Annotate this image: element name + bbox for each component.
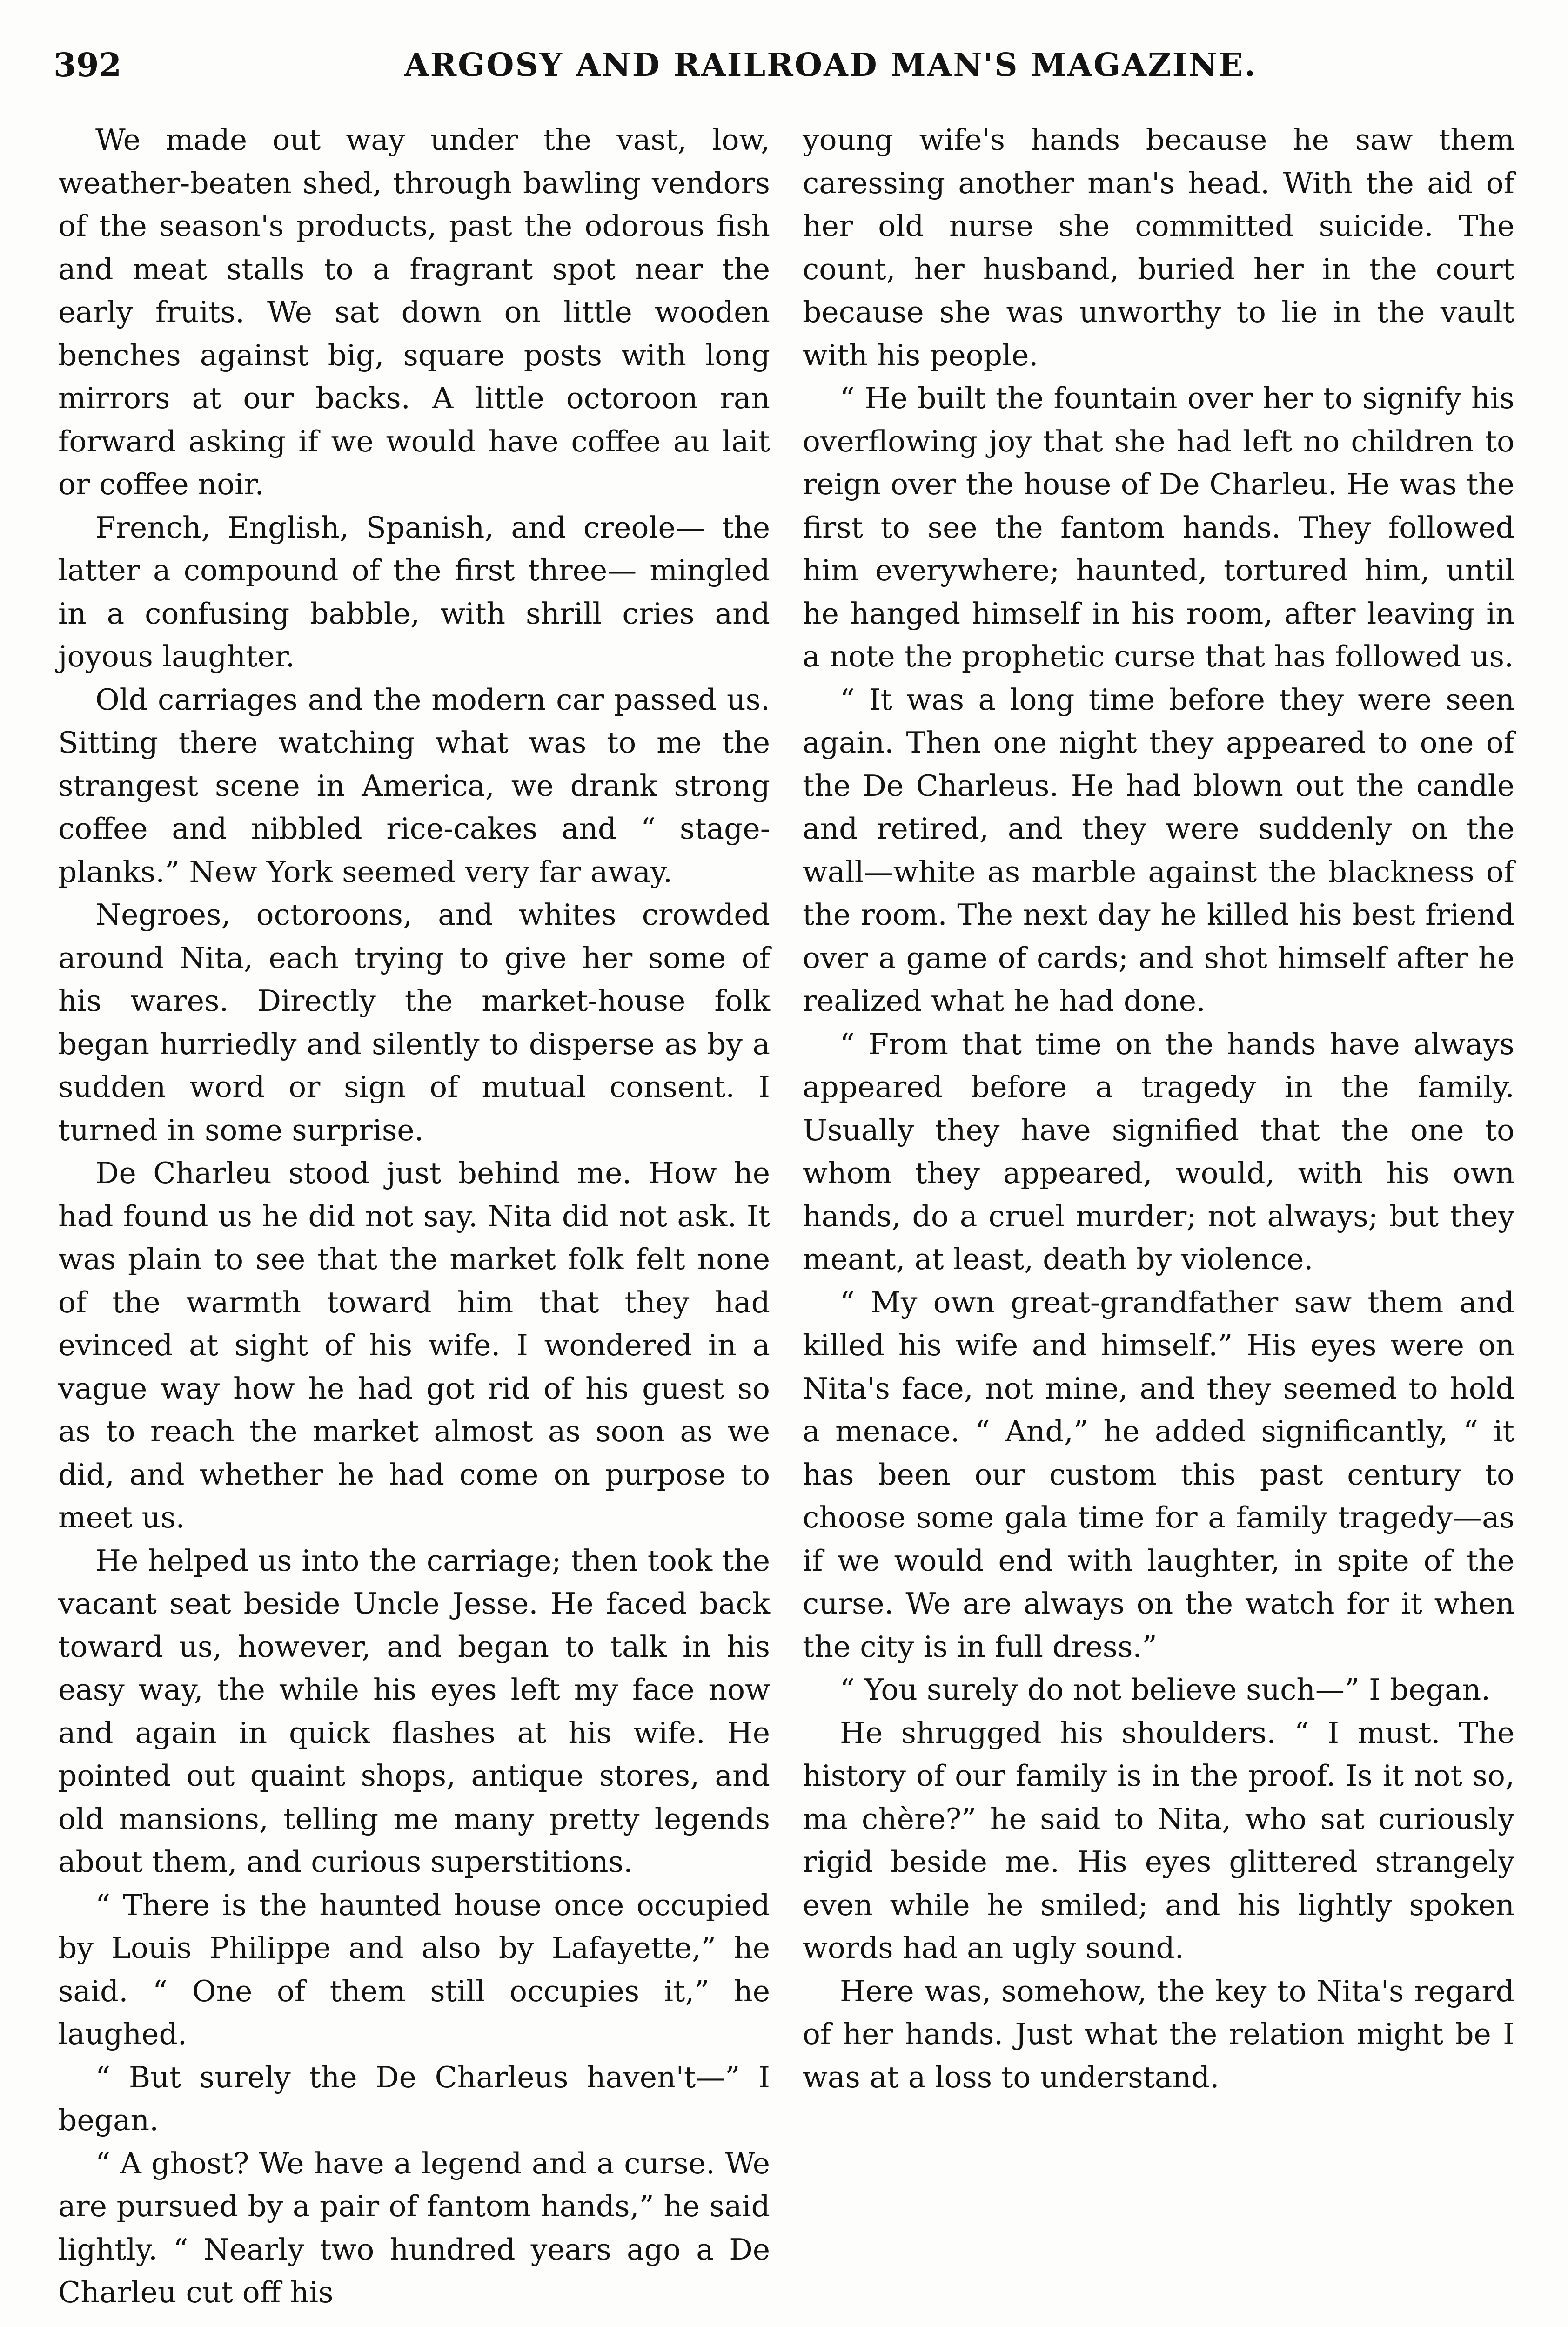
paragraph: French, English, Spanish, and creole— the latter a compound of the first three— mingled in a confusing babble, with shrill cries and joyous laughter. (58, 510, 770, 673)
paragraph: He shrugged his shoulders. “ I must. The history of our family is in the proof. Is it not so, ma chère?” he said to Nita, who sat curiously rigid beside me. His eyes glittered strangely even while he smiled; and his lightly spoken words had an ugly sound. (803, 1715, 1514, 1965)
right-column (803, 119, 1514, 2099)
left-column (58, 119, 770, 2314)
paragraph: He helped us into the carriage; then took the vacant seat beside Uncle Jesse. He faced back toward us, however, and began to talk in his easy way, the while his eyes left my face now and again in quick flashes at his wife. He pointed out quaint shops, antique stores, and old mansions, telling me many pretty legends about them, and curious superstitions. (58, 1543, 770, 1879)
paragraph: De Charleu stood just behind me. How he had found us he did not say. Nita did not ask. It was plain to see that the market folk felt none of the warmth toward him that they had evinced at sight of his wife. I wondered in a vague way how he had got rid of his guest so as to reach the market almost as soon as we did, and whether he had come on purpose to meet us. (58, 1156, 770, 1534)
paragraph: We made out way under the vast, low, weather-beaten shed, through bawling vendors of the season's products, past the odorous fish and meat stalls to a fragrant spot near the early fruits. We sat down on little wooden benches against big, square posts with long mirrors at our backs. A little octoroon ran forward asking if we would have coffee au lait or coffee noir. (58, 123, 770, 501)
paragraph: Negroes, octoroons, and whites crowded around Nita, each trying to give her some of his wares. Directly the market-house folk began hurriedly and silently to disperse as by a sudden word or sign of mutual consent. I turned in some surprise. (58, 898, 770, 1147)
paragraph: Here was, somehow, the key to Nita's regard of her hands. Just what the relation might be I was at a loss to understand. (803, 1974, 1514, 2094)
paragraph: “ There is the haunted house once occupied by Louis Philippe and also by Lafayette,” he said. “ One of them still occupies it,” he laughed. (58, 1888, 770, 2051)
paragraph: Old carriages and the modern car passed us. Sitting there watching what was to me the strangest scene in America, we drank strong coffee and nibbled rice-cakes and “ stage-planks.” New York seemed very far away. (58, 682, 770, 889)
paragraph: “ It was a long time before they were seen again. Then one night they appeared to one of the De Charleus. He had blown out the candle and retired, and they were suddenly on the wall—white as marble against the blackness of the room. The next day he killed his best friend over a game of cards; and shot himself after he realized what he had done. (803, 682, 1514, 1018)
paragraph: “ But surely the De Charleus haven't—” I began. (58, 2060, 770, 2137)
paragraph-continuation: young wife's hands because he saw them caressing another man's head. With the aid of her old nurse she committed suicide. The count, her husband, buried her in the court because she was unworthy to lie in the vault with his people. (803, 123, 1514, 372)
page-number: 392 (54, 46, 122, 84)
paragraph: “ My own great-grandfather saw them and killed his wife and himself.” His eyes were on Nita's face, not mine, and they seemed to hold a menace. “ And,” he added significantly, “ it has been our custom this past century to choose some gala time for a family tragedy—as if we would end with laughter, in spite of the curse. We are always on the watch for it when the city is in full dress.” (803, 1285, 1514, 1664)
running-title: ARGOSY AND RAILROAD MAN'S MAGAZINE. (404, 47, 1257, 84)
paragraph: “ A ghost? We have a legend and a curse. We are pursued by a pair of fantom hands,” he said lightly. “ Nearly two hundred years ago a De Charleu cut off his (58, 2146, 770, 2309)
page-header (54, 40, 1514, 91)
paragraph: “ You surely do not believe such—” I began. (840, 1673, 1491, 1707)
paragraph: “ From that time on the hands have always appeared before a tragedy in the family. Usually they have signified that the one to whom they appeared, would, with his own hands, do a cruel murder; not always; but they meant, at least, death by violence. (803, 1027, 1514, 1276)
paragraph: “ He built the fountain over her to signify his overflowing joy that she had left no children to reign over the house of De Charleu. He was the first to see the fantom hands. They followed him everywhere; haunted, tortured him, until he hanged himself in his room, after leaving in a note the prophetic curse that has followed us. (803, 381, 1514, 673)
